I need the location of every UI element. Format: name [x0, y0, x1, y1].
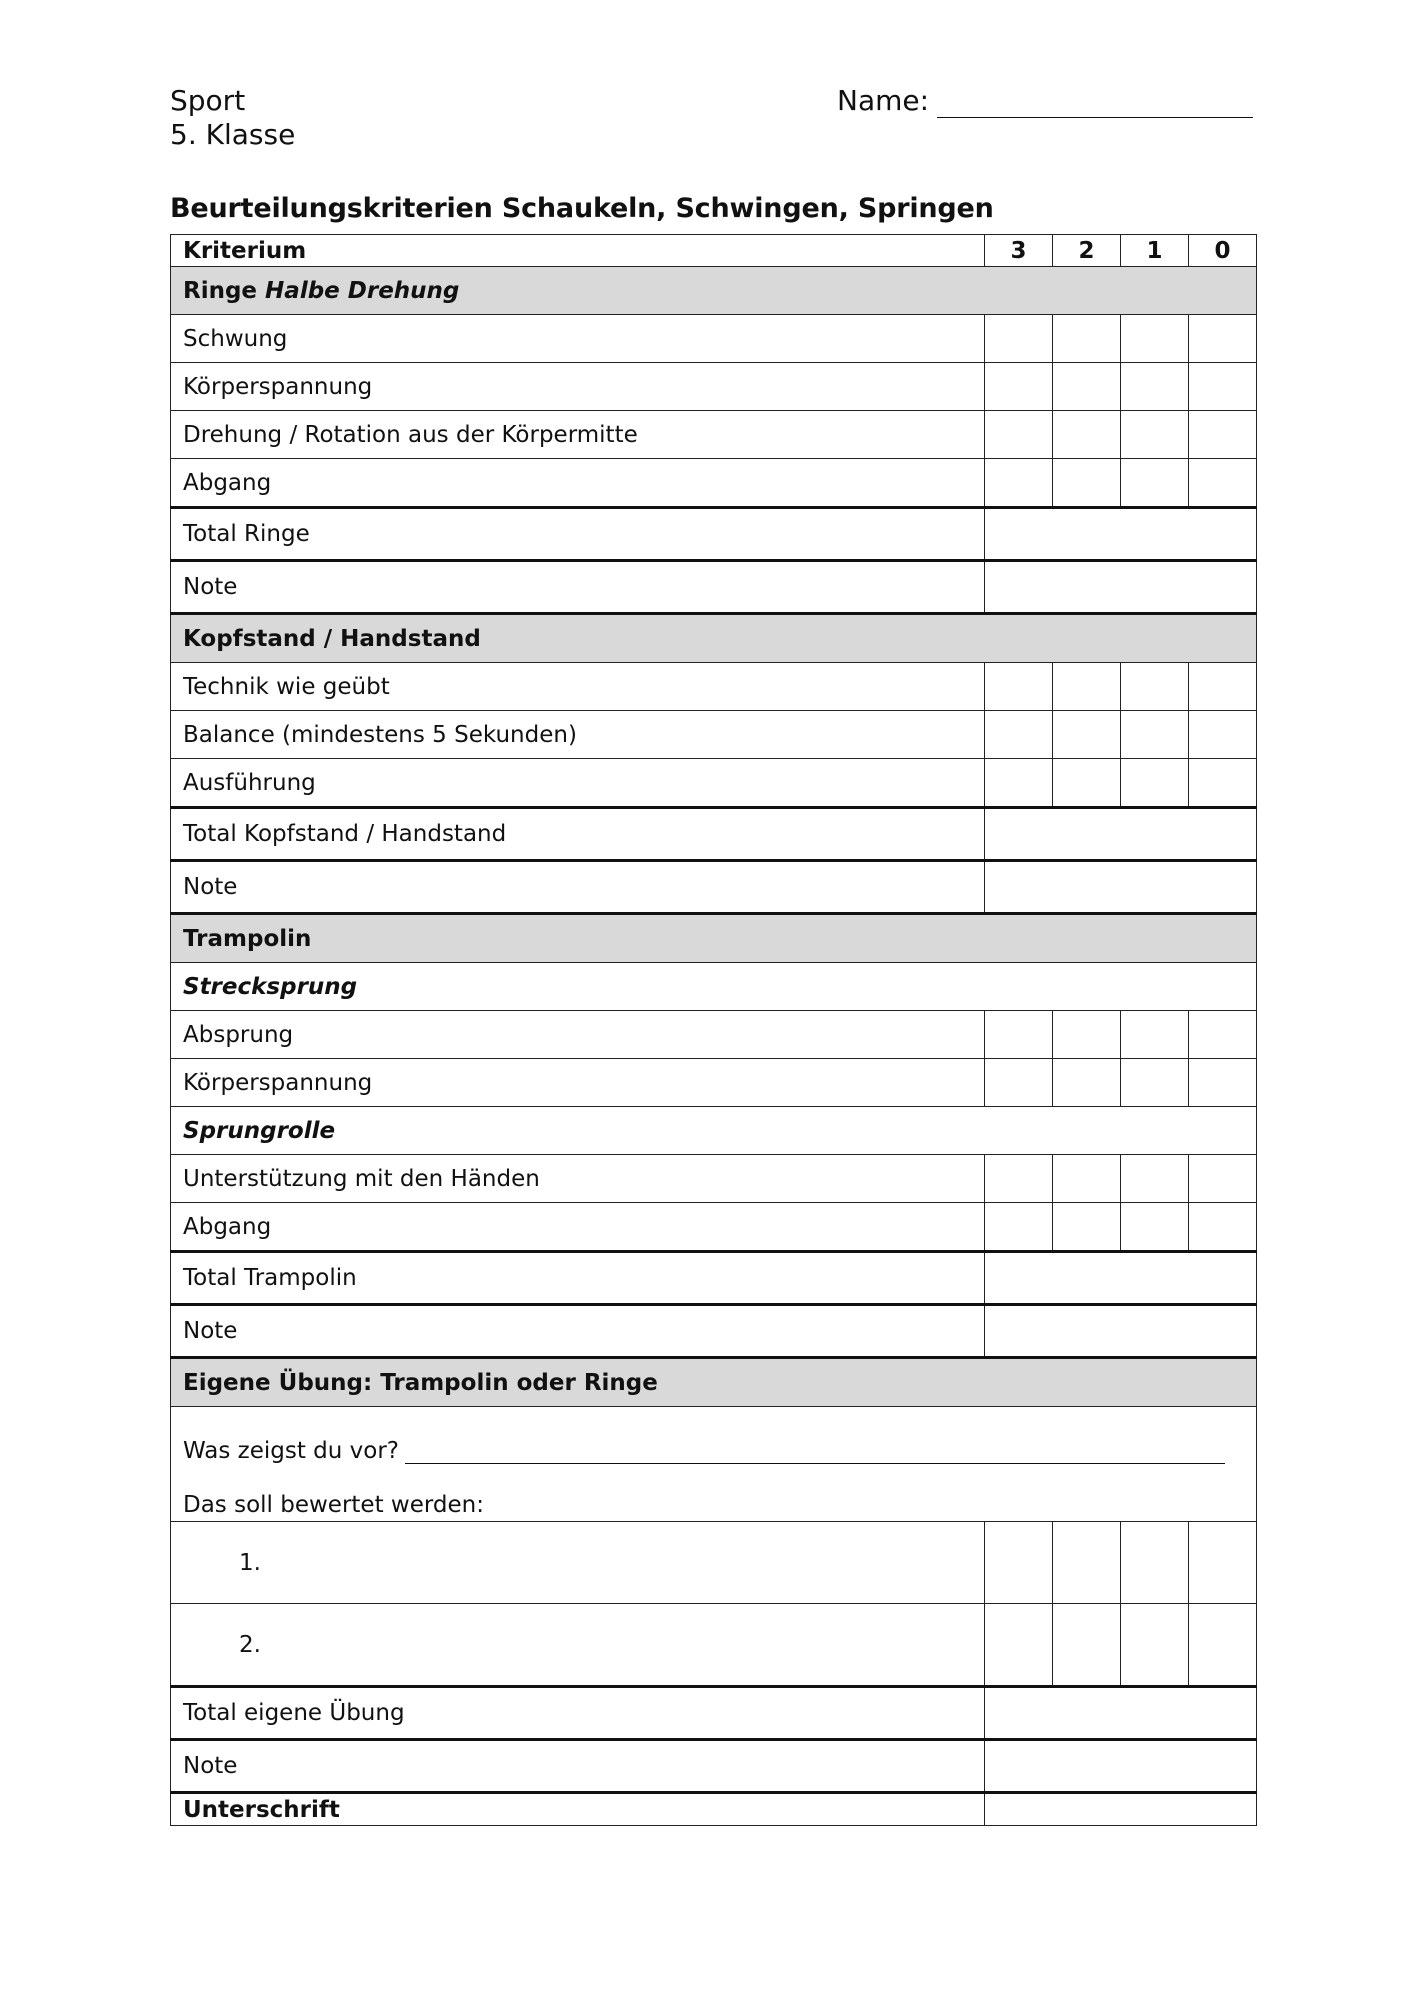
- subsection-title-sprungrolle: Sprungrolle: [171, 1107, 1257, 1155]
- section-title-ringe-italic: Halbe Drehung: [265, 277, 460, 304]
- section-title-eigene-uebung: Eigene Übung: Trampolin oder Ringe: [171, 1358, 1257, 1407]
- section-header-eigene-uebung: [171, 1358, 1257, 1407]
- table-row: [171, 1011, 1257, 1059]
- score-cell-0[interactable]: [1189, 711, 1257, 759]
- score-cell-1[interactable]: [1121, 1522, 1189, 1604]
- note-value-cell[interactable]: [985, 561, 1257, 614]
- score-cell-1[interactable]: [1121, 1155, 1189, 1203]
- score-cell-0[interactable]: [1189, 459, 1257, 508]
- score-cell-1[interactable]: [1121, 711, 1189, 759]
- criterion-label: Unterstützung mit den Händen: [171, 1155, 985, 1203]
- criterion-label: Technik wie geübt: [171, 663, 985, 711]
- table-row: [171, 315, 1257, 363]
- signature-label: Unterschrift: [171, 1793, 985, 1826]
- criterion-label: Absprung: [171, 1011, 985, 1059]
- note-row-kopfstand: [171, 861, 1257, 914]
- total-row-eigene-uebung: [171, 1687, 1257, 1740]
- score-cell-2[interactable]: [1053, 363, 1121, 411]
- subsection-title-strecksprung: Strecksprung: [171, 963, 1257, 1011]
- total-value-cell[interactable]: [985, 1687, 1257, 1740]
- score-cell-0[interactable]: [1189, 1155, 1257, 1203]
- name-field: [837, 84, 1253, 118]
- score-cell-2[interactable]: [1053, 1203, 1121, 1252]
- total-label: Total Kopfstand / Handstand: [171, 808, 985, 861]
- total-label: Total Trampolin: [171, 1252, 985, 1305]
- score-cell-3[interactable]: [985, 1522, 1053, 1604]
- score-cell-2[interactable]: [1053, 459, 1121, 508]
- score-cell-0[interactable]: [1189, 663, 1257, 711]
- note-label: Note: [171, 561, 985, 614]
- criterion-label: Abgang: [171, 1203, 985, 1252]
- table-header-row: [171, 235, 1257, 267]
- total-label: Total eigene Übung: [171, 1687, 985, 1740]
- criterion-label: Körperspannung: [171, 363, 985, 411]
- score-cell-3[interactable]: [985, 759, 1053, 808]
- score-cell-1[interactable]: [1121, 759, 1189, 808]
- note-value-cell[interactable]: [985, 1740, 1257, 1793]
- score-cell-3[interactable]: [985, 1203, 1053, 1252]
- criterion-label: Balance (mindestens 5 Sekunden): [171, 711, 985, 759]
- own-exercise-question: [183, 1438, 1244, 1464]
- total-label: Total Ringe: [171, 508, 985, 561]
- score-cell-1[interactable]: [1121, 663, 1189, 711]
- score-cell-2[interactable]: [1053, 759, 1121, 808]
- note-label: Note: [171, 1305, 985, 1358]
- own-exercise-row: [171, 1407, 1257, 1522]
- score-cell-0[interactable]: [1189, 1011, 1257, 1059]
- score-cell-0[interactable]: [1189, 1522, 1257, 1604]
- column-header-score-2: 2: [1053, 235, 1121, 267]
- score-cell-0[interactable]: [1189, 1604, 1257, 1687]
- page-title: Beurteilungskriterien Schaukeln, Schwingen, Springen: [170, 193, 994, 224]
- total-value-cell[interactable]: [985, 808, 1257, 861]
- rated-item-number: 1.: [239, 1549, 261, 1576]
- note-label: Note: [171, 861, 985, 914]
- score-cell-2[interactable]: [1053, 1155, 1121, 1203]
- score-cell-3[interactable]: [985, 1604, 1053, 1687]
- subject-label: Sport: [170, 84, 246, 117]
- score-cell-1[interactable]: [1121, 1203, 1189, 1252]
- section-header-kopfstand: [171, 614, 1257, 663]
- score-cell-3[interactable]: [985, 459, 1053, 508]
- note-row-ringe: [171, 561, 1257, 614]
- criterion-label: Körperspannung: [171, 1059, 985, 1107]
- score-cell-1[interactable]: [1121, 315, 1189, 363]
- table-row: [171, 1522, 1257, 1604]
- note-label: Note: [171, 1740, 985, 1793]
- table-row: [171, 459, 1257, 508]
- table-row: [171, 1604, 1257, 1687]
- section-title-ringe: Ringe: [183, 277, 258, 304]
- score-cell-1[interactable]: [1121, 1604, 1189, 1687]
- table-row: [171, 1059, 1257, 1107]
- column-header-score-1: 1: [1121, 235, 1189, 267]
- score-cell-3[interactable]: [985, 363, 1053, 411]
- section-header-trampolin: [171, 914, 1257, 963]
- own-exercise-input-line[interactable]: [405, 1441, 1225, 1464]
- criterion-label: Schwung: [171, 315, 985, 363]
- grade-label: 5. Klasse: [170, 118, 296, 151]
- table-row: [171, 363, 1257, 411]
- score-cell-0[interactable]: [1189, 759, 1257, 808]
- column-header-score-0: 0: [1189, 235, 1257, 267]
- signature-field[interactable]: [985, 1793, 1257, 1826]
- total-row-kopfstand: [171, 808, 1257, 861]
- total-row-ringe: [171, 508, 1257, 561]
- score-cell-2[interactable]: [1053, 1011, 1121, 1059]
- name-input-line[interactable]: [937, 87, 1253, 118]
- note-value-cell[interactable]: [985, 861, 1257, 914]
- score-cell-1[interactable]: [1121, 363, 1189, 411]
- score-cell-1[interactable]: [1121, 411, 1189, 459]
- score-cell-2[interactable]: [1053, 1604, 1121, 1687]
- column-header-criterion: Kriterium: [171, 235, 985, 267]
- table-row: [171, 663, 1257, 711]
- subsection-row-strecksprung: [171, 963, 1257, 1011]
- criterion-label: Drehung / Rotation aus der Körpermitte: [171, 411, 985, 459]
- own-exercise-question-label: Was zeigst du vor?: [183, 1438, 400, 1464]
- signature-row: [171, 1793, 1257, 1826]
- score-cell-2[interactable]: [1053, 1059, 1121, 1107]
- section-title-kopfstand: Kopfstand / Handstand: [171, 614, 1257, 663]
- score-cell-0[interactable]: [1189, 1059, 1257, 1107]
- column-header-score-3: 3: [985, 235, 1053, 267]
- section-header-ringe: [171, 267, 1257, 315]
- score-cell-0[interactable]: [1189, 411, 1257, 459]
- table-row: [171, 411, 1257, 459]
- score-cell-3[interactable]: [985, 1011, 1053, 1059]
- total-value-cell[interactable]: [985, 1252, 1257, 1305]
- table-row: [171, 1155, 1257, 1203]
- score-cell-2[interactable]: [1053, 411, 1121, 459]
- score-cell-1[interactable]: [1121, 459, 1189, 508]
- score-cell-0[interactable]: [1189, 1203, 1257, 1252]
- criterion-label: Ausführung: [171, 759, 985, 808]
- rated-item-number: 2.: [239, 1631, 261, 1658]
- score-cell-3[interactable]: [985, 711, 1053, 759]
- table-row: [171, 711, 1257, 759]
- subsection-row-sprungrolle: [171, 1107, 1257, 1155]
- score-cell-2[interactable]: [1053, 711, 1121, 759]
- score-cell-0[interactable]: [1189, 315, 1257, 363]
- score-cell-1[interactable]: [1121, 1059, 1189, 1107]
- rated-items-label: Das soll bewertet werden:: [183, 1492, 484, 1518]
- table-row: [171, 759, 1257, 808]
- note-row-eigene-uebung: [171, 1740, 1257, 1793]
- score-cell-2[interactable]: [1053, 315, 1121, 363]
- score-cell-0[interactable]: [1189, 363, 1257, 411]
- note-value-cell[interactable]: [985, 1305, 1257, 1358]
- score-cell-3[interactable]: [985, 663, 1053, 711]
- score-cell-2[interactable]: [1053, 663, 1121, 711]
- criterion-label: Abgang: [171, 459, 985, 508]
- note-row-trampolin: [171, 1305, 1257, 1358]
- score-cell-2[interactable]: [1053, 1522, 1121, 1604]
- table-row: [171, 1203, 1257, 1252]
- score-cell-3[interactable]: [985, 1155, 1053, 1203]
- assessment-table: [170, 234, 1257, 1826]
- total-row-trampolin: [171, 1252, 1257, 1305]
- total-value-cell[interactable]: [985, 508, 1257, 561]
- score-cell-3[interactable]: [985, 315, 1053, 363]
- score-cell-3[interactable]: [985, 411, 1053, 459]
- section-title-trampolin: Trampolin: [171, 914, 1257, 963]
- name-label: Name:: [837, 84, 930, 117]
- score-cell-1[interactable]: [1121, 1011, 1189, 1059]
- score-cell-3[interactable]: [985, 1059, 1053, 1107]
